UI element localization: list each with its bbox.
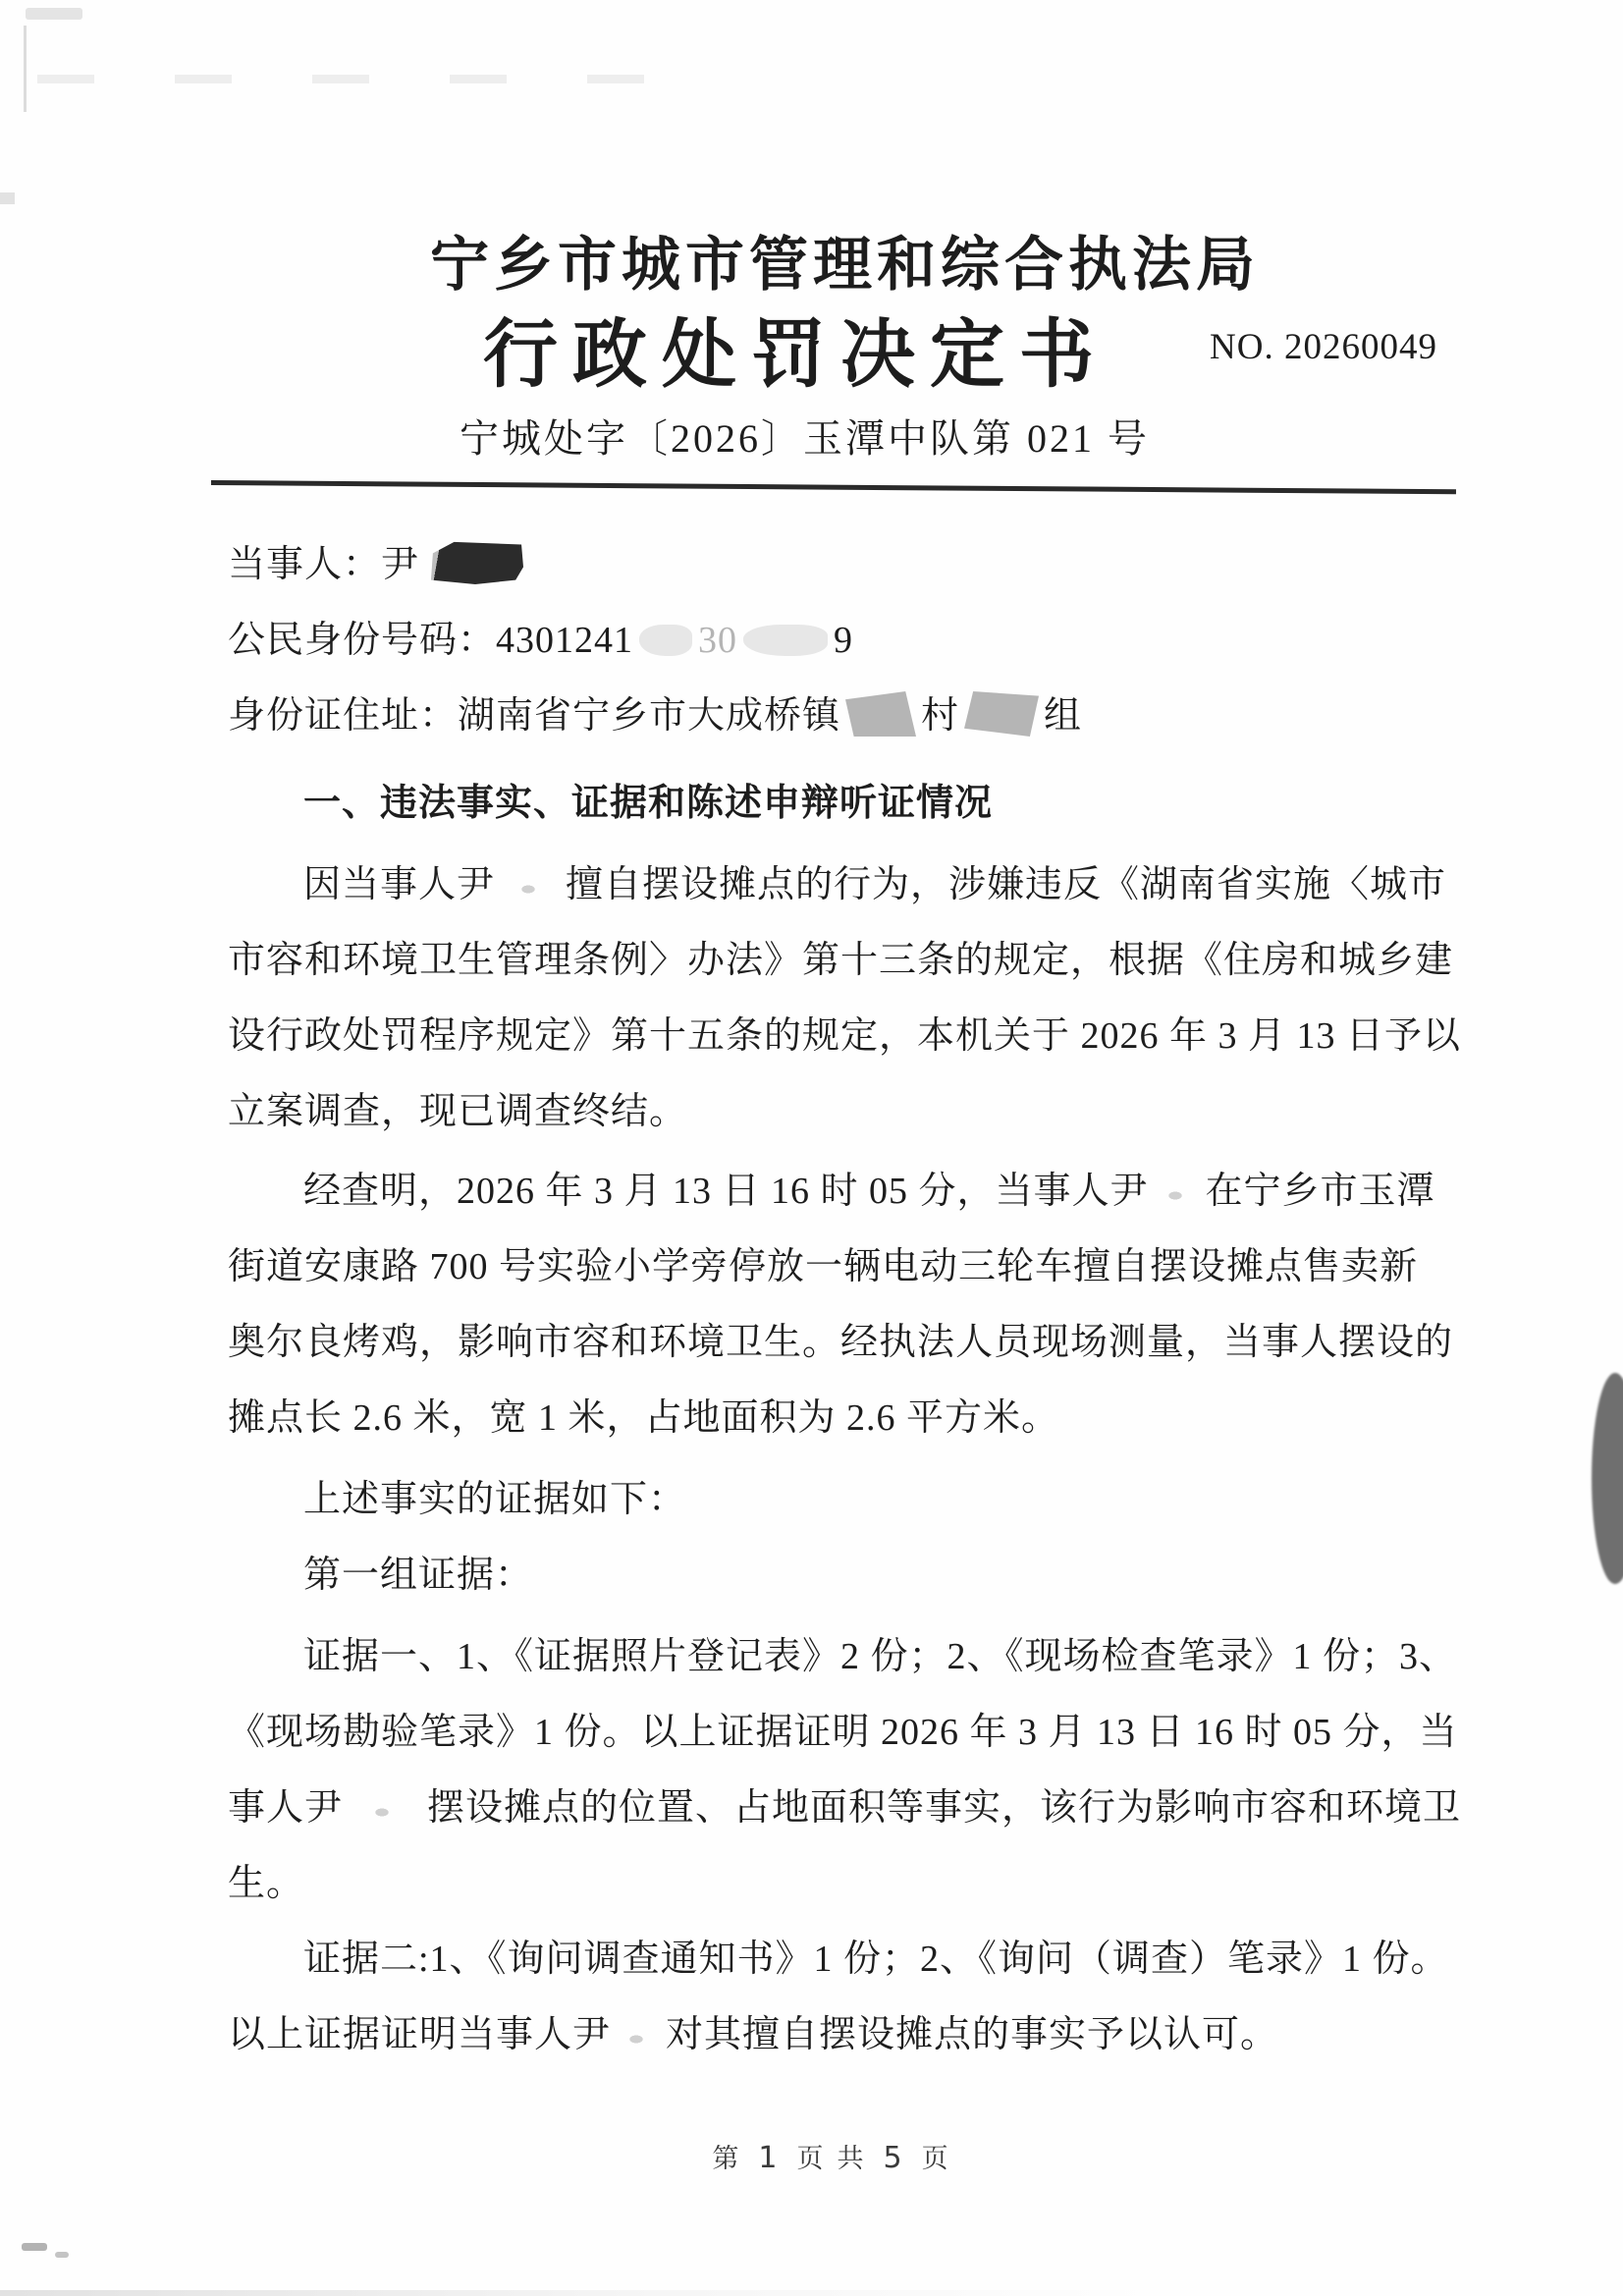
document-number: NO. 20260049 xyxy=(1210,327,1437,367)
paragraph-line xyxy=(228,853,1570,907)
scan-artifact xyxy=(37,75,666,83)
address-redaction-box xyxy=(845,691,916,737)
paragraph-line: 设行政处罚程序规定》第十五条的规定，本机关于 2026 年 3 月 13 日予以 xyxy=(228,1015,1462,1057)
paragraph-line: 立案调查，现已调查终结。 xyxy=(228,1091,688,1132)
inline-redaction-gap xyxy=(611,2017,666,2050)
paragraph-text: 摆设摊点的位置、占地面积等事实，该行为影响市容和环境卫 xyxy=(427,1787,1462,1829)
paragraph-text: 在宁乡市玉潭 xyxy=(1205,1171,1435,1212)
footer-label: 共 xyxy=(837,2144,866,2173)
scan-artifact xyxy=(55,2252,69,2258)
scan-artifact xyxy=(0,192,15,204)
address-prefix: 身份证住址：湖南省宁乡市大成桥镇 xyxy=(228,695,841,737)
inline-redaction-gap xyxy=(495,867,566,901)
party-name-line xyxy=(228,533,1494,587)
scan-artifact xyxy=(24,26,27,112)
page-number-total: 5 xyxy=(883,2141,904,2175)
party-address-line xyxy=(228,684,1494,738)
paragraph-line: 摊点长 2.6 米，宽 1 米，占地面积为 2.6 平方米。 xyxy=(228,1397,1060,1439)
address-redaction-box xyxy=(964,691,1039,737)
page-footer xyxy=(0,2137,1623,2175)
address-mid: 村 xyxy=(921,695,960,737)
paragraph-text: 经查明，2026 年 3 月 13 日 16 时 05 分，当事人尹 xyxy=(303,1171,1149,1212)
id-redaction-smudge xyxy=(639,625,692,656)
address-tail: 组 xyxy=(1044,695,1083,737)
agency-title: 宁乡市城市管理和综合执法局 xyxy=(430,233,1260,298)
scan-artifact xyxy=(1592,1373,1623,1584)
id-faint-digits: 30 xyxy=(698,620,738,661)
paragraph-line xyxy=(228,1160,1570,1214)
paragraph-text: 以上证据证明当事人尹 xyxy=(228,2014,612,2055)
paragraph-line: 奥尔良烤鸡，影响市容和环境卫生。经执法人员现场测量，当事人摆设的 xyxy=(228,1322,1454,1363)
id-label: 公民身份号码： xyxy=(228,620,497,661)
document-title: 行政处罚决定书 xyxy=(483,314,1109,397)
party-name-label: 当事人：尹 xyxy=(228,544,420,585)
id-redaction-smudge xyxy=(743,625,828,656)
case-number: 宁城处字〔2026〕玉潭中队第 021 号 xyxy=(460,416,1150,461)
paragraph-line: 《现场勘验笔录》1 份。以上证据证明 2026 年 3 月 13 日 16 时 05 分，当 xyxy=(228,1712,1458,1753)
footer-label: 第 xyxy=(712,2144,741,2173)
paragraph-text: 事人尹 xyxy=(228,1787,344,1829)
header-divider-line xyxy=(211,480,1456,494)
id-prefix: 4301241 xyxy=(496,620,634,661)
footer-label: 页 xyxy=(921,2144,950,2173)
paragraph-line: 街道安康路 700 号实验小学旁停放一辆电动三轮车擅自摆设摊点售卖新 xyxy=(228,1246,1419,1287)
paragraph-line: 生。 xyxy=(228,1863,305,1904)
paragraph-line xyxy=(228,1777,1494,1831)
paragraph-line: 第一组证据： xyxy=(303,1555,534,1596)
paragraph-text: 对其擅自摆设摊点的事实予以认可。 xyxy=(666,2014,1279,2055)
id-tail: 9 xyxy=(834,620,854,661)
scan-artifact xyxy=(0,2290,1623,2296)
section-heading: 一、违法事实、证据和陈述申辩听证情况 xyxy=(303,783,994,824)
footer-label: 页 xyxy=(796,2144,826,2173)
page-number-current: 1 xyxy=(758,2141,780,2175)
paragraph-line: 证据二:1、《询问调查通知书》1 份；2、《询问（调查）笔录》1 份。 xyxy=(303,1939,1449,1980)
party-id-line xyxy=(228,609,1494,663)
paragraph-line xyxy=(228,2003,1494,2057)
paragraph-text: 擅自摆设摊点的行为，涉嫌违反《湖南省实施〈城市 xyxy=(566,864,1447,905)
paragraph-text: 因当事人尹 xyxy=(303,864,496,905)
paragraph-line: 市容和环境卫生管理条例〉办法》第十三条的规定，根据《住房和城乡建 xyxy=(228,940,1454,981)
paragraph-line: 上述事实的证据如下： xyxy=(303,1479,687,1520)
inline-redaction-gap xyxy=(1149,1174,1206,1207)
scan-artifact xyxy=(22,2243,47,2251)
name-redaction-box xyxy=(427,541,523,584)
scan-artifact xyxy=(26,8,82,20)
inline-redaction-gap xyxy=(343,1790,427,1824)
paragraph-line: 证据一、1、《证据照片登记表》2 份；2、《现场检查笔录》1 份；3、 xyxy=(303,1636,1458,1677)
